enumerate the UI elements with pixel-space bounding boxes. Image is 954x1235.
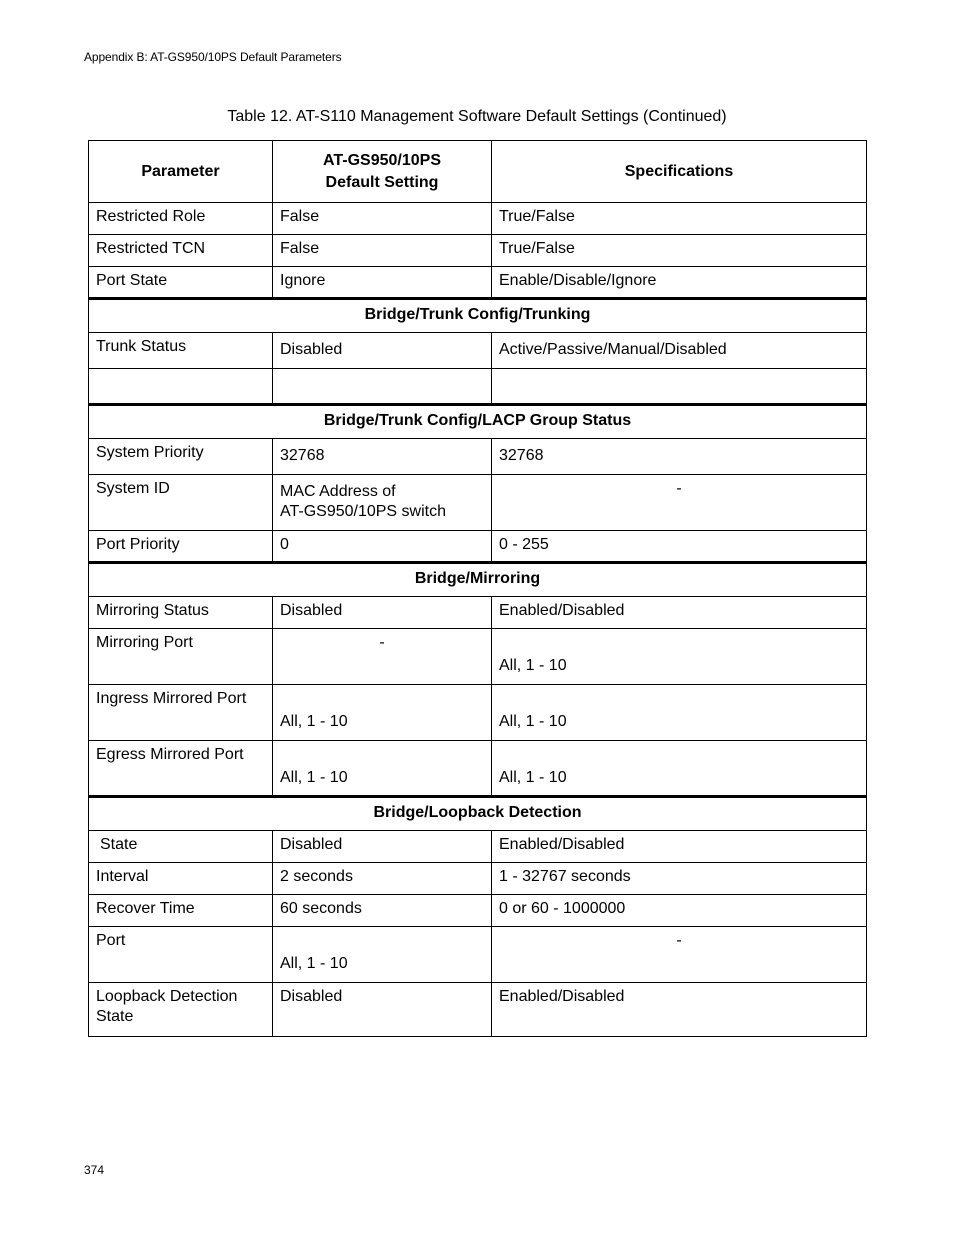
table-row [89, 741, 867, 797]
table-row [89, 439, 867, 475]
default-cell: All, 1 - 10 [273, 741, 492, 797]
spec-cell: 32768 [492, 439, 867, 475]
table-row [89, 927, 867, 983]
spec-cell: All, 1 - 10 [492, 685, 867, 741]
table-header-row [89, 141, 867, 203]
parameter-cell: System Priority [89, 439, 273, 475]
parameter-line1: Loopback Detection [96, 988, 238, 1005]
table-row [89, 831, 867, 863]
default-cell: Disabled [273, 983, 492, 1037]
spec-cell: 1 - 32767 seconds [492, 863, 867, 895]
spec-cell: Active/Passive/Manual/Disabled [492, 333, 867, 369]
parameter-cell: Port State [89, 267, 273, 299]
column-header-specifications: Specifications [492, 141, 867, 203]
column-header-parameter: Parameter [89, 141, 273, 203]
empty-cell [273, 369, 492, 405]
parameter-cell: Ingress Mirrored Port [89, 685, 273, 741]
default-cell: Ignore [273, 267, 492, 299]
spec-cell: 0 - 255 [492, 531, 867, 563]
table-row [89, 983, 867, 1037]
parameter-cell: Port Priority [89, 531, 273, 563]
table-caption: Table 12. AT-S110 Management Software Default Settings (Continued) [227, 108, 727, 125]
parameter-cell: State [89, 831, 273, 863]
section-row-mirroring [89, 563, 867, 597]
empty-row [89, 369, 867, 405]
default-cell: All, 1 - 10 [273, 685, 492, 741]
column-header-default [273, 141, 492, 203]
parameter-cell: Restricted Role [89, 203, 273, 235]
table-row [89, 267, 867, 299]
running-header: Appendix B: AT-GS950/10PS Default Parameters [84, 50, 342, 64]
default-line2: AT-GS950/10PS switch [280, 503, 446, 520]
parameter-line2: State [96, 1008, 134, 1025]
spec-cell: Enabled/Disabled [492, 831, 867, 863]
empty-cell [89, 369, 273, 405]
section-title: Bridge/Mirroring [89, 563, 867, 597]
table-row [89, 235, 867, 267]
column-header-default-line1: AT-GS950/10PS [323, 151, 441, 169]
spec-cell: True/False [492, 203, 867, 235]
spec-cell: All, 1 - 10 [492, 741, 867, 797]
default-cell: False [273, 235, 492, 267]
spec-cell: All, 1 - 10 [492, 629, 867, 685]
default-cell: False [273, 203, 492, 235]
column-header-default-line2: Default Setting [325, 173, 439, 191]
spec-cell: Enabled/Disabled [492, 983, 867, 1037]
table-row [89, 863, 867, 895]
default-cell: - [273, 629, 492, 685]
spec-cell: 0 or 60 - 1000000 [492, 895, 867, 927]
default-cell: 0 [273, 531, 492, 563]
page-number: 374 [84, 1163, 105, 1177]
parameter-cell: Mirroring Status [89, 597, 273, 629]
section-row-lacp [89, 405, 867, 439]
parameter-cell: Restricted TCN [89, 235, 273, 267]
parameter-cell: System ID [89, 475, 273, 531]
table-row [89, 629, 867, 685]
parameter-cell: Port [89, 927, 273, 983]
spec-cell: True/False [492, 235, 867, 267]
parameter-cell: Interval [89, 863, 273, 895]
default-line1: MAC Address of [280, 483, 396, 500]
default-cell: 32768 [273, 439, 492, 475]
default-settings-table [88, 140, 867, 1037]
spec-cell: - [492, 475, 867, 531]
section-row-trunking [89, 299, 867, 333]
table-row [89, 531, 867, 563]
default-cell: All, 1 - 10 [273, 927, 492, 983]
section-title: Bridge/Loopback Detection [89, 797, 867, 831]
table-row [89, 203, 867, 235]
default-cell [273, 475, 492, 531]
parameter-cell [89, 983, 273, 1037]
parameter-cell: Recover Time [89, 895, 273, 927]
table-row [89, 475, 867, 531]
section-title: Bridge/Trunk Config/LACP Group Status [89, 405, 867, 439]
default-cell: Disabled [273, 597, 492, 629]
table-row [89, 685, 867, 741]
parameter-cell: Mirroring Port [89, 629, 273, 685]
table-row [89, 333, 867, 369]
parameter-cell: Egress Mirrored Port [89, 741, 273, 797]
spec-cell: - [492, 927, 867, 983]
table-row [89, 895, 867, 927]
section-row-loopback [89, 797, 867, 831]
empty-cell [492, 369, 867, 405]
table-row [89, 597, 867, 629]
spec-cell: Enable/Disable/Ignore [492, 267, 867, 299]
default-cell: Disabled [273, 333, 492, 369]
spec-cell: Enabled/Disabled [492, 597, 867, 629]
section-title: Bridge/Trunk Config/Trunking [89, 299, 867, 333]
default-cell: 2 seconds [273, 863, 492, 895]
parameter-cell: Trunk Status [89, 333, 273, 369]
default-cell: 60 seconds [273, 895, 492, 927]
default-cell: Disabled [273, 831, 492, 863]
